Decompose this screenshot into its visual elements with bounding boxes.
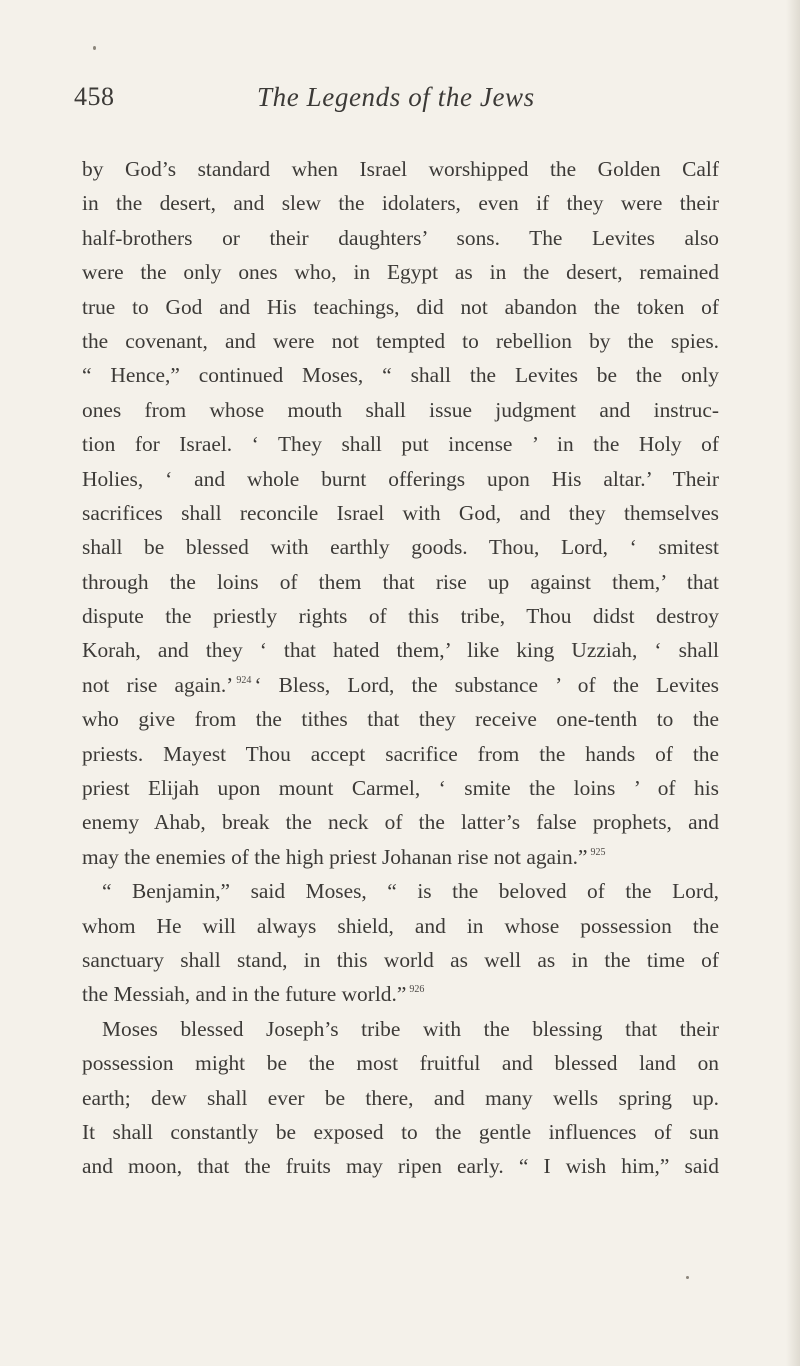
text-line <box>82 290 719 324</box>
line-text: the covenant, and were not tempted to rebellion by the spies. <box>82 328 719 353</box>
line-text-continuation: ‘ Bless, Lord, the substance ’ of the Levites <box>254 672 719 697</box>
line-text: It shall constantly be exposed to the gentle influences of sun <box>82 1119 719 1144</box>
line-text: Korah, and they ‘ that hated them,’ like king Uzziah, ‘ shall <box>82 638 719 663</box>
text-line <box>82 324 719 358</box>
body-text <box>82 152 719 1184</box>
line-text: shall be blessed with earthly goods. Thou, Lord, ‘ smitest <box>82 535 719 560</box>
footnote-reference: 925 <box>590 846 606 858</box>
text-line <box>82 737 719 771</box>
text-line <box>82 702 719 736</box>
line-text: who give from the tithes that they receive one-tenth to the <box>82 707 719 732</box>
text-line <box>82 1149 719 1183</box>
text-line <box>82 1012 719 1046</box>
footnote-reference: 924 <box>236 674 252 686</box>
text-line <box>82 840 719 874</box>
line-text: priests. Mayest Thou accept sacrifice from the hands of the <box>82 741 719 766</box>
line-text: may the enemies of the high priest Johanan rise not again.” <box>82 844 588 869</box>
text-line <box>82 565 719 599</box>
page-number: 458 <box>74 82 115 111</box>
text-line <box>82 943 719 977</box>
line-text: through the loins of them that rise up against them,’ that <box>82 569 719 594</box>
text-line <box>82 1115 719 1149</box>
line-text: sanctuary shall stand, in this world as well as in the time of <box>82 947 719 972</box>
text-line <box>82 874 719 908</box>
running-title: The Legends of the Jews <box>257 82 535 112</box>
text-line <box>82 668 719 702</box>
line-text: were the only ones who, in Egypt as in the desert, remained <box>82 260 719 285</box>
footnote-reference: 926 <box>409 984 425 996</box>
text-line <box>82 462 719 496</box>
page-header <box>74 82 714 122</box>
line-text: by God’s standard when Israel worshipped the Golden Calf <box>82 157 719 181</box>
text-line <box>82 977 719 1011</box>
text-line <box>82 152 719 186</box>
line-text: not rise again.’ <box>82 672 234 697</box>
text-line <box>82 393 719 427</box>
line-text: tion for Israel. ‘ They shall put incense ’ in the Holy of <box>82 432 719 457</box>
line-text: sacrifices shall reconcile Israel with God, and they themselves <box>82 500 719 525</box>
line-text: the Messiah, and in the future world.” <box>82 982 407 1007</box>
text-line <box>82 221 719 255</box>
line-text: half-brothers or their daughters’ sons. The Levites also <box>82 225 719 250</box>
line-text: priest Elijah upon mount Carmel, ‘ smite the loins ’ of his <box>82 776 719 801</box>
text-line <box>82 1046 719 1080</box>
text-line <box>82 805 719 839</box>
line-text: true to God and His teachings, did not abandon the token of <box>82 294 719 319</box>
text-line <box>82 255 719 289</box>
text-line <box>82 909 719 943</box>
line-text: earth; dew shall ever be there, and many wells spring up. <box>82 1085 719 1110</box>
line-text: and moon, that the fruits may ripen early. “ I wish him,” said <box>82 1154 719 1179</box>
line-text: Holies, ‘ and whole burnt offerings upon His altar.’ Their <box>82 466 719 491</box>
text-line <box>82 530 719 564</box>
text-line <box>82 1081 719 1115</box>
text-line <box>82 358 719 392</box>
paper-speck <box>93 46 96 50</box>
page-edge-shadow <box>786 0 800 1366</box>
text-line <box>82 771 719 805</box>
text-line <box>82 186 719 220</box>
line-text: enemy Ahab, break the neck of the latter’s false prophets, and <box>82 810 719 835</box>
line-text: ones from whose mouth shall issue judgment and instruc- <box>82 397 719 422</box>
line-text: dispute the priestly rights of this tribe, Thou didst destroy <box>82 604 719 629</box>
text-line <box>82 599 719 633</box>
paper-speck <box>686 1276 689 1279</box>
line-text: Moses blessed Joseph’s tribe with the blessing that their <box>102 1016 719 1041</box>
line-text: in the desert, and slew the idolaters, even if they were their <box>82 191 719 216</box>
line-text: possession might be the most fruitful and blessed land on <box>82 1051 719 1076</box>
text-line <box>82 633 719 667</box>
line-text: “ Hence,” continued Moses, “ shall the Levites be the only <box>82 363 719 388</box>
line-text: “ Benjamin,” said Moses, “ is the beloved of the Lord, <box>102 879 719 904</box>
text-line <box>82 496 719 530</box>
text-line <box>82 427 719 461</box>
line-text: whom He will always shield, and in whose possession the <box>82 913 719 938</box>
